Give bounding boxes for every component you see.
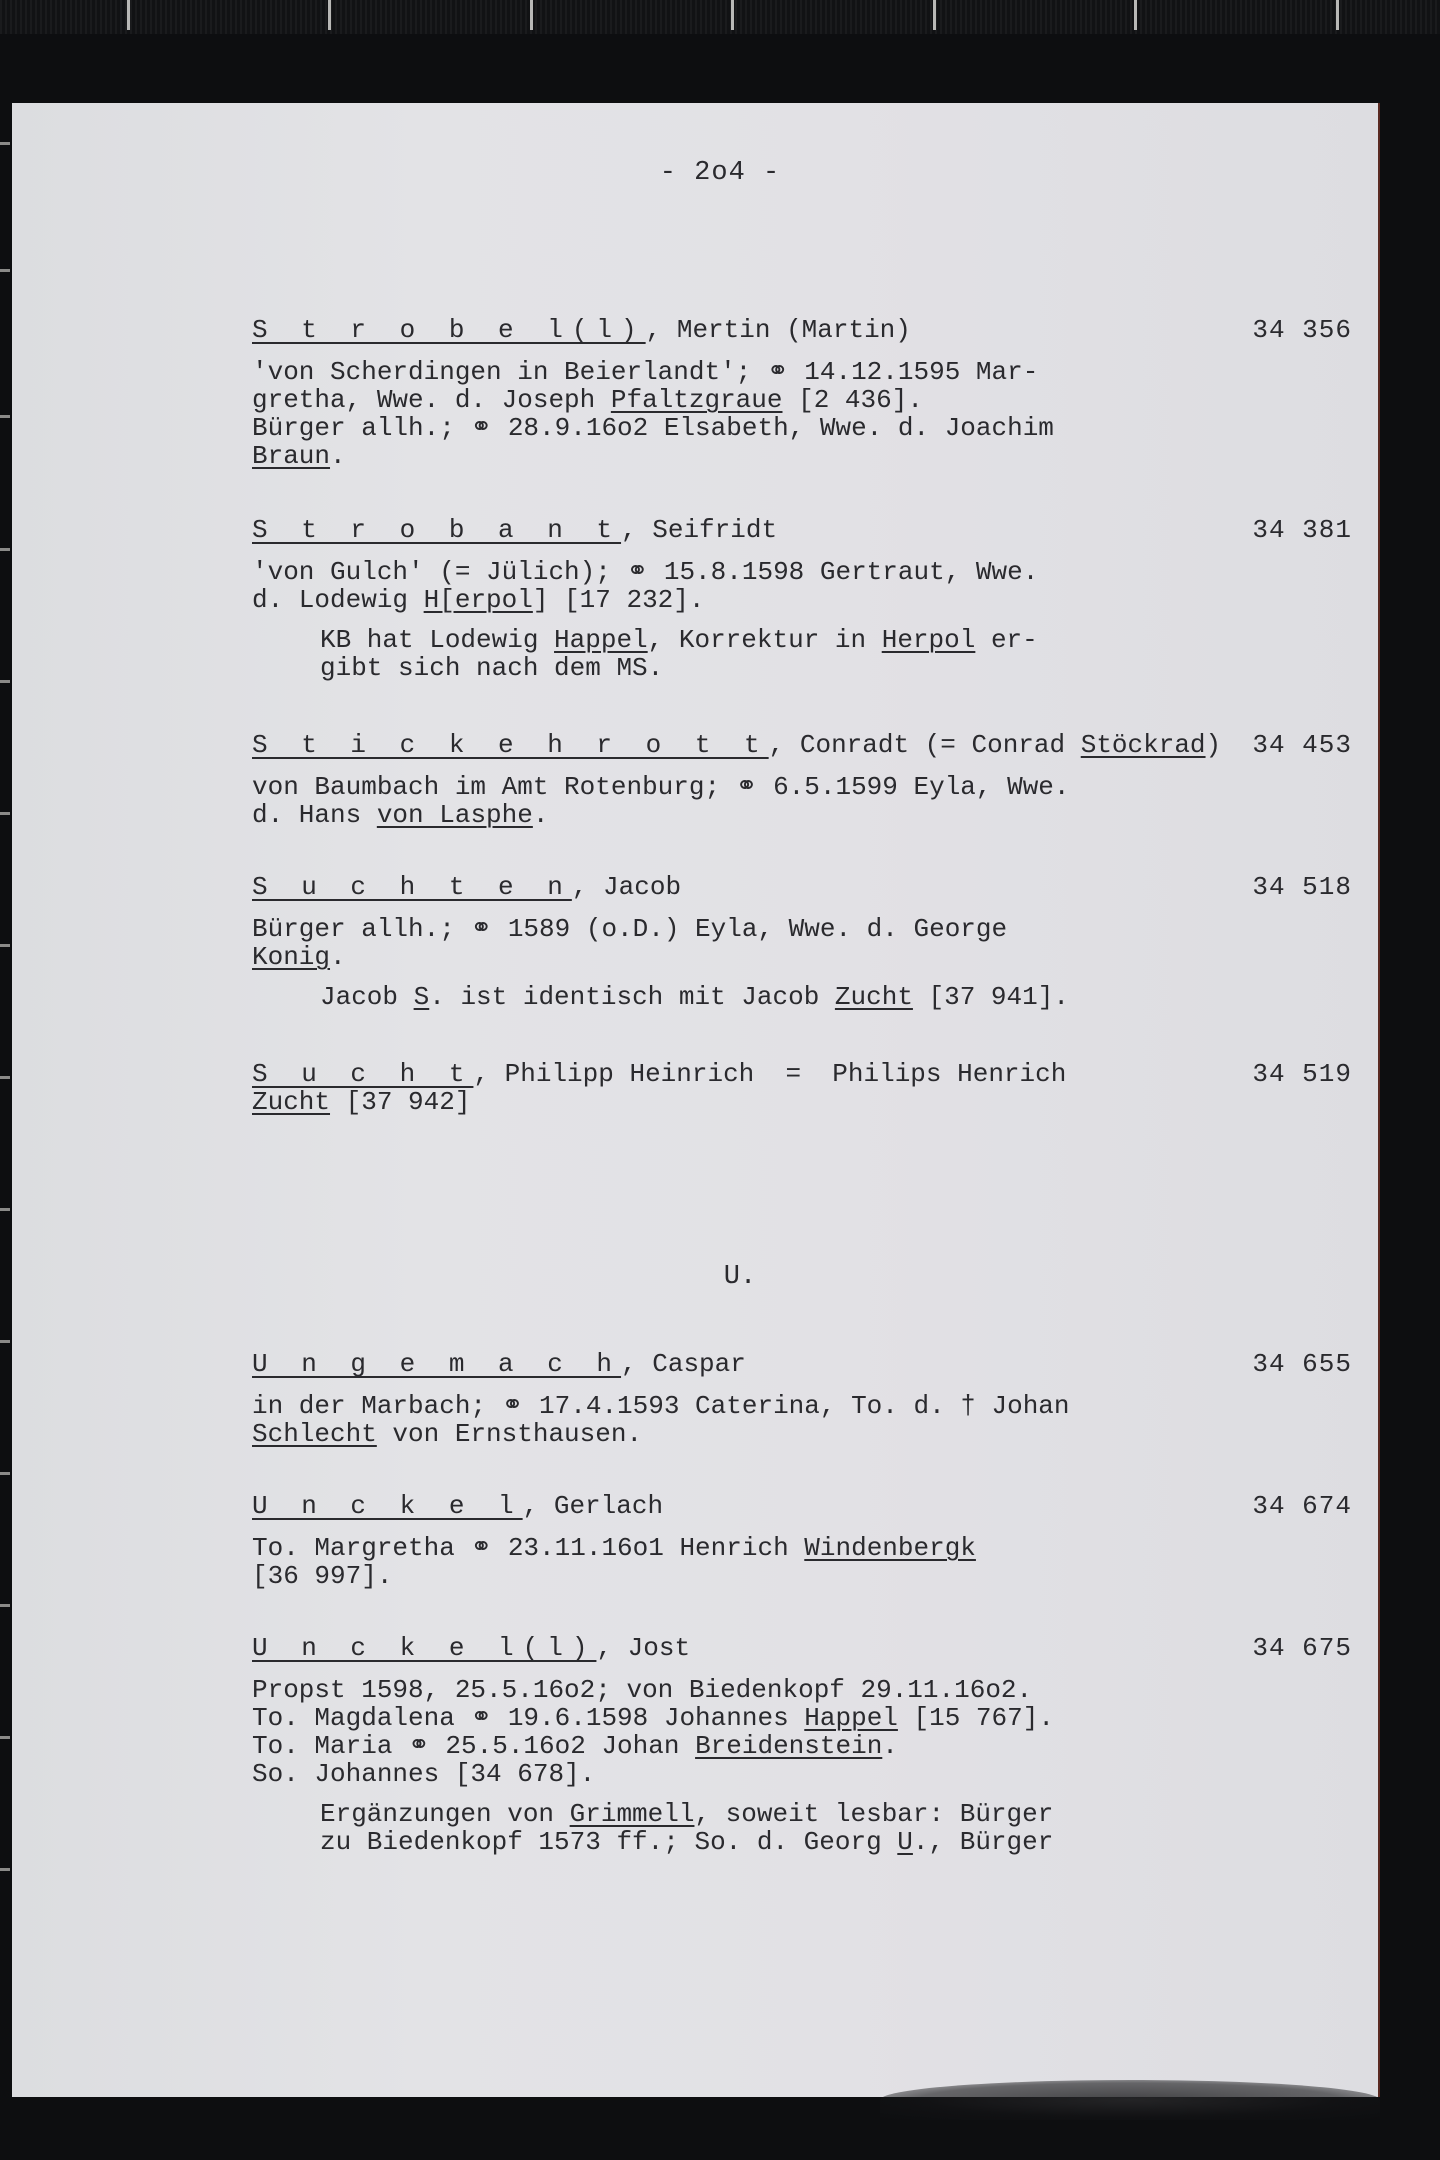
- entry-reference-number: 34 655: [1252, 1349, 1352, 1379]
- ruler-tick: [933, 0, 936, 30]
- entry-surname: S u c h t: [252, 1059, 474, 1089]
- ruler-tick: [0, 269, 10, 272]
- register-entry: [252, 873, 1352, 1011]
- entry-body: [252, 773, 1352, 829]
- underlined-name: Happel: [554, 625, 648, 655]
- entry-line: Propst 1598, 25.5.16o2; von Biedenkopf 29.11.16o2.: [252, 1675, 1033, 1705]
- scanner-background-top: [0, 0, 1440, 34]
- entry-given-name: , Philipp Heinrich = Philips Henrich: [473, 1059, 1067, 1089]
- underlined-name: Breidenstein: [695, 1731, 883, 1761]
- entry-line: Braun.: [252, 441, 346, 471]
- underlined-name: Happel: [804, 1703, 898, 1733]
- entry-line: Schlecht von Ernsthausen.: [252, 1419, 643, 1449]
- ruler-tick: [0, 1208, 10, 1211]
- entry-body: [252, 1088, 1352, 1116]
- entry-note: [252, 626, 1352, 682]
- entry-reference-number: 34 519: [1252, 1059, 1352, 1089]
- entry-reference-number: 34 453: [1252, 730, 1352, 760]
- entry-line: [36 997].: [252, 1561, 393, 1591]
- entry-surname: U n g e m a c h: [252, 1349, 622, 1379]
- register-entry: [252, 1492, 1352, 1590]
- scanner-shadow: [880, 2080, 1380, 2120]
- ruler-tick: [0, 1472, 10, 1475]
- ruler-tick: [0, 1340, 10, 1343]
- entry-line: To. Margretha ⚭ 23.11.16o1 Henrich Windenbergk: [252, 1533, 976, 1563]
- entry-surname: U n c k e l(l): [252, 1633, 597, 1663]
- entry-body: [252, 1676, 1352, 1788]
- underlined-name: Zucht: [834, 982, 913, 1012]
- underlined-name: Braun: [252, 441, 331, 471]
- ruler-tick: [328, 0, 331, 30]
- ruler-tick: [731, 0, 734, 30]
- entry-heading: [252, 1060, 1352, 1088]
- note-line: zu Biedenkopf 1573 ff.; So. d. Georg U., Bürger: [320, 1827, 1054, 1857]
- underlined-name: Herpol: [881, 625, 976, 655]
- entry-body: [252, 915, 1352, 971]
- entry-line: d. Hans von Lasphe.: [252, 800, 549, 830]
- entry-reference-number: 34 356: [1252, 315, 1352, 345]
- register-entry: [252, 1350, 1352, 1448]
- ruler-tick: [1134, 0, 1137, 30]
- entry-line: Konig.: [252, 942, 346, 972]
- entry-given-name: , Gerlach: [522, 1491, 664, 1521]
- entry-line: gretha, Wwe. d. Joseph Pfaltzgraue [2 436].: [252, 385, 923, 415]
- entry-line: 'von Gulch' (= Jülich); ⚭ 15.8.1598 Gertraut, Wwe.: [252, 557, 1039, 587]
- entry-surname: S t r o b e l(l): [252, 315, 646, 345]
- ruler-tick: [0, 1868, 10, 1871]
- underlined-name: Pfaltzgraue: [610, 385, 783, 415]
- entry-heading: [252, 731, 1352, 767]
- ruler-tick: [1336, 0, 1339, 30]
- entry-given-name: , Conradt (= Conrad Stöckrad): [768, 730, 1222, 760]
- ruler-tick: [0, 415, 10, 418]
- entry-note: [252, 983, 1352, 1011]
- entry-body: [252, 558, 1352, 614]
- underlined-name: S: [413, 982, 430, 1012]
- entry-reference-number: 34 675: [1252, 1633, 1352, 1663]
- entry-heading: [252, 1634, 1352, 1670]
- register-entry: [252, 1060, 1352, 1116]
- entry-heading: [252, 1350, 1352, 1386]
- entry-given-name: , Jacob: [571, 872, 682, 902]
- entry-surname: S u c h t e n: [252, 872, 572, 902]
- entry-body: [252, 1392, 1352, 1448]
- underlined-name: Stöckrad: [1080, 730, 1206, 760]
- entry-line: von Baumbach im Amt Rotenburg; ⚭ 6.5.1599 Eyla, Wwe.: [252, 772, 1070, 802]
- underlined-name: U: [897, 1827, 913, 1857]
- entry-line: To. Magdalena ⚭ 19.6.1598 Johannes Happel [15 767].: [252, 1703, 1054, 1733]
- ruler-tick: [0, 1604, 10, 1607]
- underlined-name: von Lasphe: [376, 800, 533, 830]
- entry-line: So. Johannes [34 678].: [252, 1759, 596, 1789]
- entry-reference-number: 34 674: [1252, 1491, 1352, 1521]
- entry-line: d. Lodewig H[erpol] [17 232].: [252, 585, 705, 615]
- register-entry: [252, 1634, 1352, 1856]
- entry-reference-number: 34 381: [1252, 515, 1352, 545]
- ruler-tick: [0, 944, 10, 947]
- register-entry: [252, 316, 1352, 470]
- entry-reference-number: 34 518: [1252, 872, 1352, 902]
- entry-heading: [252, 316, 1352, 352]
- ruler-tick: [0, 1736, 10, 1739]
- underlined-name: H[erpol: [423, 585, 533, 615]
- entry-heading: [252, 516, 1352, 552]
- note-line: Jacob S. ist identisch mit Jacob Zucht [37 941].: [320, 982, 1069, 1012]
- entry-line: To. Maria ⚭ 25.5.16o2 Johan Breidenstein.: [252, 1731, 898, 1761]
- ruler-tick: [0, 548, 10, 551]
- entry-surname: S t i c k e h r o t t: [252, 730, 769, 760]
- entry-given-name: , Seifridt: [621, 515, 778, 545]
- underlined-name: Schlecht: [252, 1419, 377, 1449]
- entry-heading: [252, 1492, 1352, 1528]
- register-entry: [252, 731, 1352, 829]
- section-heading: U.: [723, 1262, 757, 1292]
- entry-body: [252, 358, 1352, 470]
- entry-note: [252, 1800, 1352, 1856]
- underlined-name: Zucht: [252, 1087, 331, 1117]
- page-number: - 2o4 -: [659, 158, 781, 188]
- entry-line: in der Marbach; ⚭ 17.4.1593 Caterina, To. d. † Johan: [252, 1391, 1070, 1421]
- entry-line: Bürger allh.; ⚭ 1589 (o.D.) Eyla, Wwe. d. George: [252, 914, 1008, 944]
- entry-given-name: , Mertin (Martin): [645, 315, 911, 345]
- note-line: Ergänzungen von Grimmell, soweit lesbar: Bürger: [320, 1799, 1054, 1829]
- note-line: KB hat Lodewig Happel, Korrektur in Herpol er-: [320, 625, 1038, 655]
- entry-body: [252, 1534, 1352, 1590]
- entry-heading: [252, 873, 1352, 909]
- entry-given-name: , Jost: [596, 1633, 691, 1663]
- ruler-tick: [0, 680, 10, 683]
- entry-line: Bürger allh.; ⚭ 28.9.16o2 Elsabeth, Wwe. d. Joachim: [252, 413, 1054, 443]
- entry-line: Zucht [37 942]: [252, 1087, 471, 1117]
- underlined-name: Grimmell: [569, 1799, 695, 1829]
- ruler-tick: [0, 1076, 10, 1079]
- entry-given-name: , Caspar: [621, 1349, 746, 1379]
- ruler-tick: [530, 0, 533, 30]
- ruler-tick: [0, 812, 10, 815]
- entry-surname: S t r o b a n t: [252, 515, 622, 545]
- entry-surname: U n c k e l: [252, 1491, 523, 1521]
- ruler-tick: [127, 0, 130, 30]
- register-entry: [252, 516, 1352, 682]
- underlined-name: Windenbergk: [804, 1533, 976, 1563]
- underlined-name: Konig: [252, 942, 331, 972]
- ruler-tick: [0, 142, 10, 145]
- note-line: gibt sich nach dem MS.: [320, 653, 664, 683]
- entry-line: 'von Scherdingen in Beierlandt'; ⚭ 14.12.1595 Mar-: [252, 357, 1039, 387]
